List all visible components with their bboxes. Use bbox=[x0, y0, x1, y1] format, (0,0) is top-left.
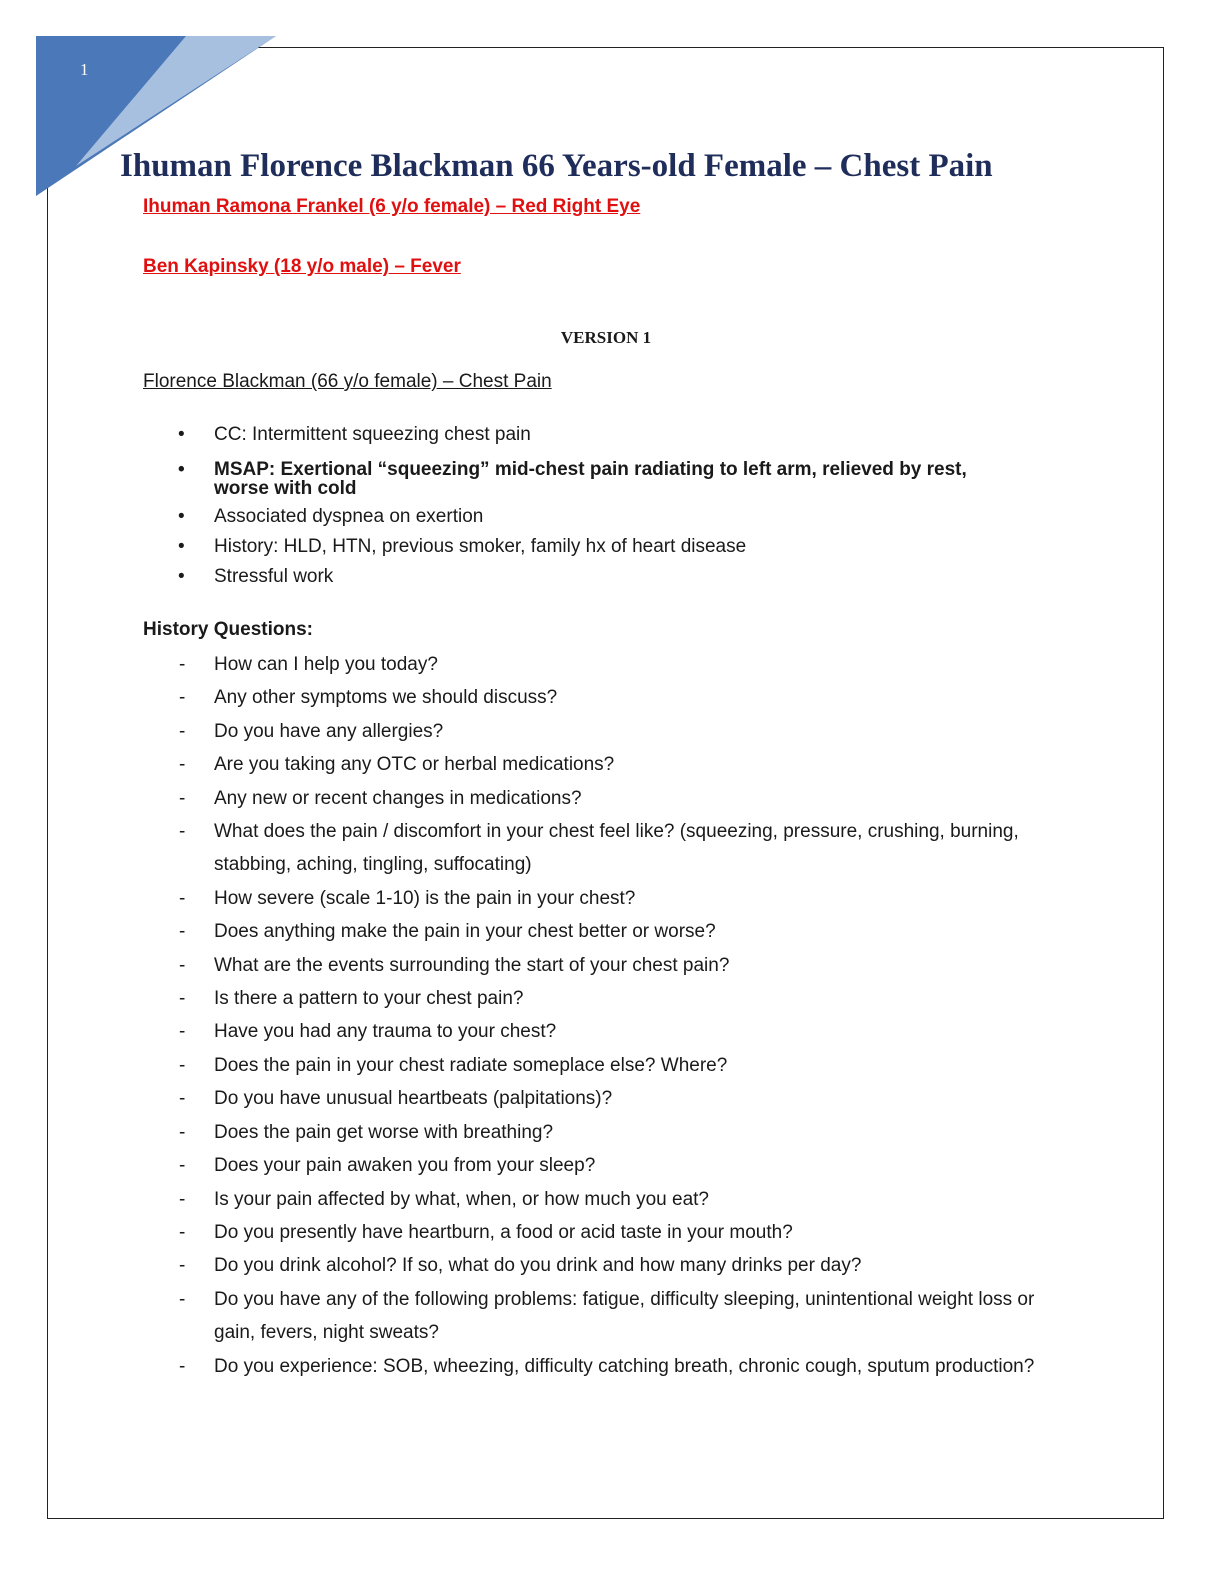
dash-glyph: - bbox=[179, 1221, 186, 1243]
question-item bbox=[143, 949, 1063, 982]
dash-glyph: - bbox=[179, 787, 186, 809]
bullet-glyph: • bbox=[178, 506, 185, 527]
question-text: How can I help you today? bbox=[214, 654, 438, 675]
bullet-glyph: • bbox=[178, 459, 185, 480]
question-item bbox=[143, 715, 1063, 748]
bullet-item-stress bbox=[143, 562, 1043, 592]
question-text: Does the pain in your chest radiate someplace else? Where? bbox=[214, 1054, 728, 1076]
question-text: Any new or recent changes in medications? bbox=[214, 787, 582, 809]
dash-glyph: - bbox=[179, 921, 186, 943]
dash-glyph: - bbox=[179, 1088, 186, 1110]
bullet-item-cc bbox=[143, 420, 1043, 450]
question-text: Does your pain awaken you from your sleep? bbox=[214, 1155, 596, 1177]
question-text: Does the pain get worse with breathing? bbox=[214, 1121, 554, 1143]
question-text: Is your pain affected by what, when, or how much you eat? bbox=[214, 1188, 709, 1210]
question-text: Does anything make the pain in your chest better or worse? bbox=[214, 921, 716, 943]
bullet-text: History: HLD, HTN, previous smoker, family hx of heart disease bbox=[214, 536, 747, 557]
dash-glyph: - bbox=[179, 720, 186, 742]
bullet-item-dyspnea bbox=[143, 502, 1043, 532]
history-questions-heading: History Questions: bbox=[143, 619, 313, 640]
bullet-glyph: • bbox=[178, 566, 185, 587]
question-item bbox=[143, 1350, 1063, 1383]
question-item bbox=[143, 1015, 1063, 1048]
bullet-glyph: • bbox=[178, 536, 185, 557]
bullet-glyph: • bbox=[178, 424, 185, 445]
question-item bbox=[143, 915, 1063, 948]
question-item bbox=[143, 748, 1063, 781]
bullet-item-history bbox=[143, 532, 1043, 562]
question-item bbox=[143, 1249, 1063, 1282]
question-item bbox=[143, 1149, 1063, 1182]
question-item bbox=[143, 815, 1063, 882]
question-item bbox=[143, 1116, 1063, 1149]
question-text: Do you have any of the following problems: fatigue, difficulty sleeping, unintentional weight loss or gain, fevers, night sweats? bbox=[214, 1288, 1035, 1344]
summary-bullet-list bbox=[143, 420, 1043, 592]
question-item bbox=[143, 1216, 1063, 1249]
dash-glyph: - bbox=[179, 754, 186, 776]
question-text: Do you have any allergies? bbox=[214, 720, 444, 742]
bullet-item-msap bbox=[143, 460, 1043, 498]
page-number: 1 bbox=[80, 60, 89, 79]
dash-glyph: - bbox=[179, 687, 186, 709]
question-item bbox=[143, 982, 1063, 1015]
history-question-list bbox=[143, 648, 1063, 1383]
question-text: Is there a pattern to your chest pain? bbox=[214, 988, 524, 1010]
question-text: How severe (scale 1-10) is the pain in your chest? bbox=[214, 887, 636, 909]
bullet-text: MSAP: Exertional “squeezing” mid-chest pain radiating to left arm, relieved by rest, bbox=[214, 459, 967, 480]
question-item bbox=[143, 1049, 1063, 1082]
question-text: What are the events surrounding the start of your chest pain? bbox=[214, 954, 730, 976]
link-ramona-frankel[interactable]: Ihuman Ramona Frankel (6 y/o female) – Red Right Eye bbox=[143, 196, 641, 217]
bullet-text: CC: Intermittent squeezing chest pain bbox=[214, 424, 531, 445]
dash-glyph: - bbox=[179, 1021, 186, 1043]
question-text: Have you had any trauma to your chest? bbox=[214, 1021, 557, 1043]
question-item bbox=[143, 648, 1063, 681]
question-text: Do you presently have heartburn, a food or acid taste in your mouth? bbox=[214, 1221, 793, 1243]
question-text: Do you experience: SOB, wheezing, difficulty catching breath, chronic cough, sputum production? bbox=[214, 1355, 1035, 1377]
dash-glyph: - bbox=[179, 1155, 186, 1177]
question-item bbox=[143, 1183, 1063, 1216]
dash-glyph: - bbox=[179, 954, 186, 976]
question-item bbox=[143, 782, 1063, 815]
version-label: VERSION 1 bbox=[560, 328, 652, 347]
question-item bbox=[143, 882, 1063, 915]
dash-glyph: - bbox=[179, 1255, 186, 1277]
question-item bbox=[143, 1283, 1063, 1350]
question-item bbox=[143, 1082, 1063, 1115]
question-text: Do you drink alcohol? If so, what do you drink and how many drinks per day? bbox=[214, 1255, 862, 1277]
dash-glyph: - bbox=[179, 1288, 186, 1310]
bullet-text-continued: worse with cold bbox=[214, 478, 357, 499]
link-ben-kapinsky[interactable]: Ben Kapinsky (18 y/o male) – Fever bbox=[143, 256, 461, 277]
dash-glyph: - bbox=[179, 887, 186, 909]
question-text: What does the pain / discomfort in your chest feel like? (squeezing, pressure, crushing, burning, stabbing, aching, tingling, suffocating) bbox=[214, 821, 1019, 876]
question-text: Are you taking any OTC or herbal medications? bbox=[214, 754, 615, 776]
question-text: Do you have unusual heartbeats (palpitations)? bbox=[214, 1088, 613, 1110]
case-heading: Florence Blackman (66 y/o female) – Chest Pain bbox=[143, 371, 552, 392]
dash-glyph: - bbox=[179, 1054, 186, 1076]
dash-glyph: - bbox=[179, 654, 186, 675]
bullet-text: Stressful work bbox=[214, 566, 334, 587]
dash-glyph: - bbox=[179, 821, 186, 843]
question-item bbox=[143, 681, 1063, 714]
dash-glyph: - bbox=[179, 988, 186, 1010]
question-text: Any other symptoms we should discuss? bbox=[214, 687, 558, 709]
document-title: Ihuman Florence Blackman 66 Years-old Female – Chest Pain bbox=[120, 148, 993, 184]
bullet-text: Associated dyspnea on exertion bbox=[214, 506, 484, 527]
dash-glyph: - bbox=[179, 1355, 186, 1377]
dash-glyph: - bbox=[179, 1121, 186, 1143]
dash-glyph: - bbox=[179, 1188, 186, 1210]
